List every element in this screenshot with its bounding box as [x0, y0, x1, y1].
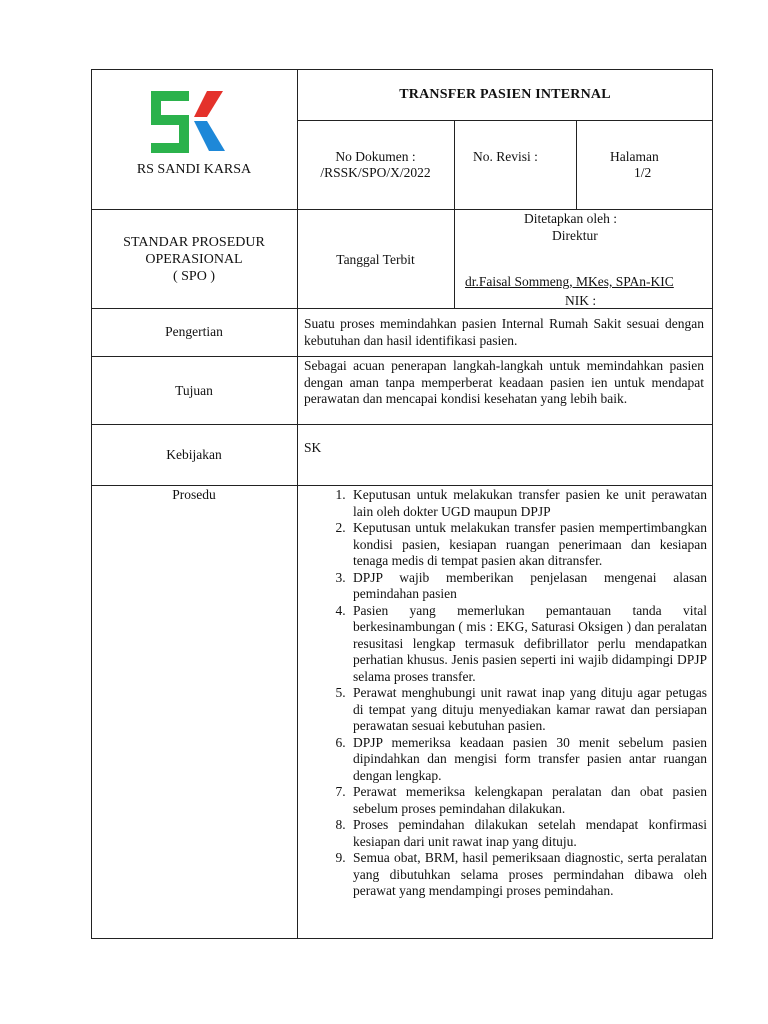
row-divider: [91, 424, 713, 425]
spo-line-3: ( SPO ): [172, 269, 215, 284]
issue-date-label: Tanggal Terbit: [336, 252, 415, 267]
nik-label: NIK :: [565, 293, 597, 308]
list-item: 2. Keputusan untuk melakukan transfer pasien mempertimbangkan kondisi pasien, kesiapan ruangan penerimaan dan kesiapan tenaga medis di tempat pasien akan ditransfer.: [349, 520, 707, 570]
row-divider: [91, 356, 713, 357]
prosedur-list: [297, 487, 707, 900]
list-item: 9. Semua obat, BRM, hasil pemeriksaan diagnostic, serta peralatan yang dibutuhkan selama proses permindahan dibawa oleh perawat yang mendampingi proses pemindahan.: [349, 850, 707, 900]
list-item: 6. DPJP memeriksa keadaan pasien 30 menit sebelum pasien dipindahkan dan mengisi form transfer pasien antar ruangan dengan lengkap.: [349, 735, 707, 785]
spo-line-1: STANDAR PROSEDUR: [123, 235, 265, 250]
row-divider: [91, 209, 713, 210]
set-by-role: Direktur: [552, 228, 598, 243]
list-item: 4. Pasien yang memerlukan pemantauan tanda vital berkesinambungan ( mis : EKG, Saturasi Oksigen ) dan peralatan resusitasi lengkap termasuk defibrillator perlu mendapatkan perhatian khusus. Jenis pasien seperti ini wajib didampingi DPJP selama proses transfer.: [349, 603, 707, 686]
page-label: Halaman: [610, 149, 659, 164]
spo-label: [91, 234, 297, 285]
tujuan-label: Tujuan: [175, 383, 213, 398]
signatory-name: dr.Faisal Sommeng, MKes, SPAn-KIC: [465, 274, 674, 289]
list-item: 5. Perawat menghubungi unit rawat inap yang dituju agar petugas di tempat yang dituju menyediakan kamar rawat dan persiapan perawatan sesuai kebutuhan pasien.: [349, 685, 707, 735]
pengertian-text: Suatu proses memindahkan pasien Internal Rumah Sakit sesuai dengan kebutuhan dan hasil identifikasi pasien.: [304, 316, 704, 348]
spo-document: [91, 69, 713, 939]
tujuan-text: Sebagai acuan penerapan langkah-langkah untuk memindahkan pasien dengan aman tanpa memperberat keadaan pasien ien untuk mendapat perawatan dan mencapai kondisi kesehatan yang lebih baik.: [304, 358, 704, 406]
doc-number-label: No Dokumen :: [335, 149, 416, 164]
document-title: TRANSFER PASIEN INTERNAL: [399, 87, 611, 102]
kebijakan-label: Kebijakan: [166, 447, 222, 462]
sk-logo-icon: [147, 87, 229, 159]
row-divider: [297, 120, 713, 121]
col-divider: [576, 120, 577, 209]
prosedur-steps: [297, 487, 707, 900]
hospital-logo: [147, 87, 229, 159]
list-item: 1. Keputusan untuk melakukan transfer pasien ke unit perawatan lain oleh dokter UGD maupun DPJP: [349, 487, 707, 520]
list-item: 3. DPJP wajib memberikan penjelasan mengenai alasan pemindahan pasien: [349, 570, 707, 603]
col-divider: [454, 120, 455, 308]
prosedur-label: Prosedu: [172, 487, 216, 502]
list-item: 7. Perawat memeriksa kelengkapan peralatan dan obat pasien sebelum proses pemindahan dilakukan.: [349, 784, 707, 817]
revision-label: No. Revisi :: [473, 149, 538, 164]
page-value: 1/2: [634, 165, 652, 180]
doc-number-value: /RSSK/SPO/X/2022: [320, 165, 431, 180]
set-by-label: Ditetapkan oleh :: [524, 211, 617, 226]
row-divider: [91, 485, 713, 486]
pengertian-label: Pengertian: [165, 324, 223, 339]
hospital-name: RS SANDI KARSA: [136, 162, 252, 177]
list-item: 8. Proses pemindahan dilakukan setelah mendapat konfirmasi kesiapan dari unit rawat inap yang dituju.: [349, 817, 707, 850]
kebijakan-text: SK: [304, 440, 322, 455]
spo-line-2: OPERASIONAL: [145, 252, 243, 267]
